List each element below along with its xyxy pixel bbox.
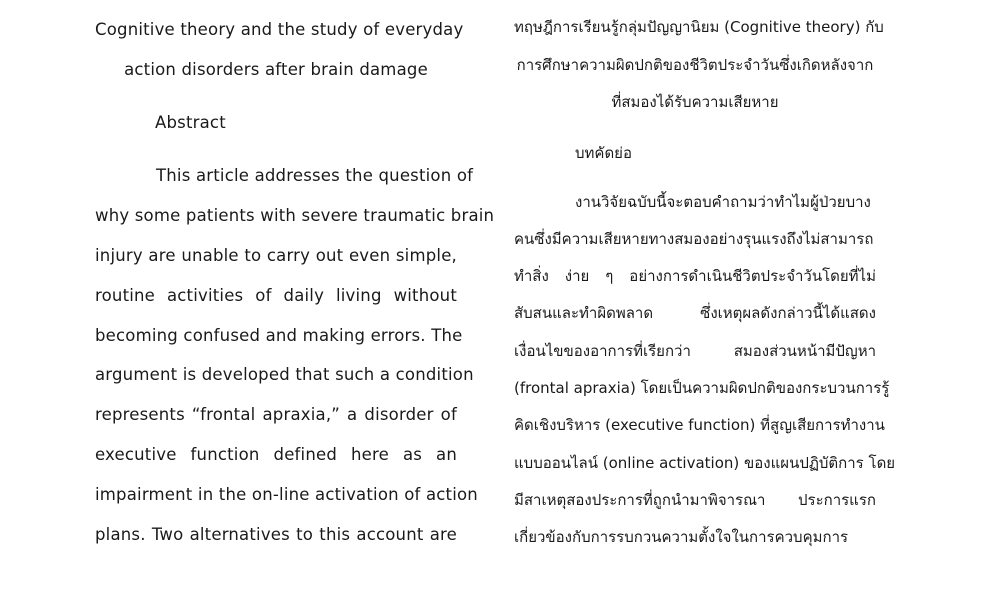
- english-body-line: why some patients with severe traumatic brain: [95, 206, 495, 225]
- english-body-line: argument is developed that such a condition: [95, 365, 474, 384]
- thai-title-line-2: การศึกษาความผิดปกติของชีวิตประจำวันซึ่งเกิดหลังจาก: [516, 56, 874, 74]
- thai-body-line: ทำสิ่ง ง่าย ๆ อย่างการดำเนินชีวิตประจำวันโดยที่ไม่: [514, 267, 876, 285]
- thai-title-line-1: ทฤษฎีการเรียนรู้กลุ่มปัญญานิยม (Cognitive theory) กับ: [514, 18, 884, 36]
- english-title-line-2: action disorders after brain damage: [124, 60, 428, 79]
- thai-body-line: เงื่อนไขของอาการที่เรียกว่า สมองส่วนหน้ามีปัญหา: [514, 342, 876, 360]
- english-body-line: executive function defined here as an: [95, 445, 457, 464]
- english-title-line-1: Cognitive theory and the study of everyday: [95, 20, 464, 39]
- thai-body-line: (frontal apraxia) โดยเป็นความผิดปกติของกระบวนการรู้: [514, 379, 890, 397]
- thai-body-line: เกี่ยวข้องกับการรบกวนความตั้งใจในการควบคุมการ: [514, 528, 849, 546]
- english-body-line: plans. Two alternatives to this account are: [95, 525, 457, 544]
- thai-body-line: สับสนและทำผิดพลาด ซึ่งเหตุผลดังกล่าวนี้ได้แสดง: [514, 304, 876, 322]
- english-abstract-heading: Abstract: [155, 113, 226, 132]
- thai-body-line: มีสาเหตุสองประการที่ถูกนำมาพิจารณา ประการแรก: [514, 491, 876, 509]
- thai-body-line: คิดเชิงบริหาร (executive function) ที่สูญเสียการทำงาน: [514, 416, 885, 434]
- thai-body-line: งานวิจัยฉบับนี้จะตอบคำถามว่าทำไมผู้ป่วยบาง: [575, 193, 871, 211]
- english-body-line: routine activities of daily living without: [95, 286, 457, 305]
- thai-title-line-3: ที่สมองได้รับความเสียหาย: [611, 93, 779, 111]
- thai-body-line: แบบออนไลน์ (online activation) ของแผนปฏิบัติการ โดย: [514, 454, 896, 472]
- english-body-line: This article addresses the question of: [156, 166, 474, 185]
- thai-abstract-heading: บทคัดย่อ: [575, 144, 632, 162]
- english-body-line: becoming confused and making errors. The: [95, 326, 463, 345]
- thai-body-line: คนซึ่งมีความเสียหายทางสมองอย่างรุนแรงถึงไม่สามารถ: [514, 230, 874, 248]
- english-body-line: represents “frontal apraxia,” a disorder of: [95, 405, 457, 424]
- english-body-line: injury are unable to carry out even simple,: [95, 246, 457, 265]
- english-body-line: impairment in the on-line activation of action: [95, 485, 478, 504]
